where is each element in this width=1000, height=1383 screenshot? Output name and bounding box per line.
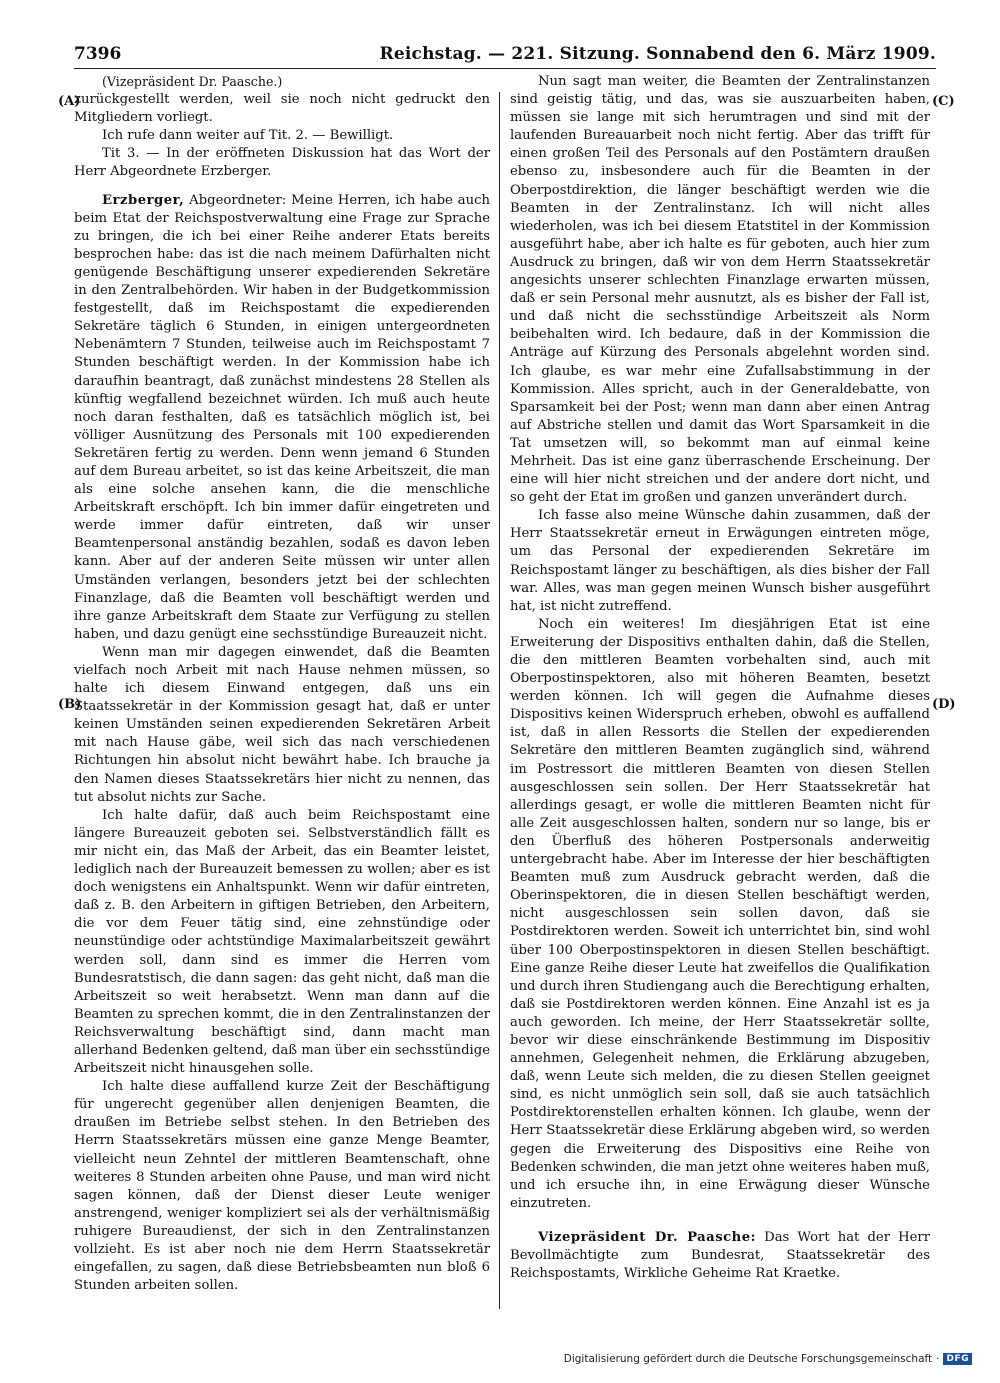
- speaker-name: Erzberger,: [102, 192, 185, 208]
- margin-mark-b: (B): [58, 697, 82, 712]
- vizepraesident-paragraph: [510, 1229, 930, 1283]
- footer-credit: [564, 1353, 972, 1365]
- paragraph: Ich fasse also meine Wünsche dahin zusammen, daß der Herr Staatssekretär erneut in Erwägungen eintreten möge, um das Personal der expedierenden Sekretäre im Reichspostamt länger zu beschäftigen, als dies bisher der Fall war. Alles, was man gegen meinen Wunsch bisher ausgeführt hat, ist nicht zutreffend.: [510, 508, 930, 614]
- speech-text: Das Wort hat der Herr Bevollmächtigte zum Bundesrat, Staatssekretär des Reichspostamts, Wirkliche Geheime Rat Kraetke.: [510, 1229, 931, 1282]
- running-title: Reichstag. — 221. Sitzung. Sonnabend den 6. März 1909.: [379, 44, 936, 64]
- paragraph: Ich halte dafür, daß auch beim Reichspostamt eine längere Bureauzeit geboten sei. Selbstverständlich fällt es mir nicht ein, das Maß der Arbeit, das ein Beamter leistet, lediglich nach der Bureauzeit bemessen zu wollen; aber es ist doch wenigstens ein Anhaltspunkt. Wenn wir dafür eintreten, daß z. B. den Arbeitern in giftigen Betrieben, den Arbeitern, die vor dem Feuer tätig sind, eine zehnstündige oder neunstündige oder achtstündige Maximalarbeitszeit gewährt werden soll, dann sind es immer die Herren vom Bundesratstisch, die dann sagen: das geht nicht, daß man die Arbeitszeit so weit herabsetzt. Wenn man dann auf die Beamten zu sprechen kommt, die in den Zentralinstanzen der Reichsverwaltung beschäftigt sind, dann macht man allerhand Bedenken geltend, daß man über ein sechsstündige Arbeitszeit nicht hinausgehen solle.: [74, 807, 490, 1077]
- margin-mark-a: (A): [58, 94, 81, 109]
- page-number: 7396: [74, 44, 122, 64]
- page-header: [74, 44, 936, 68]
- separator-dot: ·: [936, 1353, 940, 1365]
- paragraph: zurückgestellt werden, weil sie noch nicht gedruckt den Mitgliedern vorliegt.: [74, 92, 490, 126]
- dfg-logo: DFG: [943, 1353, 972, 1365]
- credit-text: Digitalisierung gefördert durch die Deutsche Forschungsgemeinschaft: [563, 1353, 933, 1365]
- margin-mark-c: (C): [932, 94, 955, 109]
- margin-mark-d: (D): [932, 697, 956, 712]
- paragraph: Nun sagt man weiter, die Beamten der Zentralinstanzen sind geistig tätig, und das, was sie auszuarbeiten haben, müssen sie lange mit sich herumtragen und sind mit der laufenden Bureauarbeit noch nicht fertig. Aber das trifft für einen großen Teil des Personals auf den Postämtern draußen ebenso zu, insbesondere auch für die Beamten in der Oberpostdirektion, die länger beschäftigt werden wie die Beamten in der Zentralinstanz. Ich will nicht alles wiederholen, was ich bei diesem Etatstitel in der Kommission ausgeführt habe, aber ich halte es für geboten, auch hier zum Ausdruck zu bringen, daß wir von dem Herrn Staatssekretär angesichts unserer schlechten Finanzlage erwarten müssen, daß er sein Personal mehr ausnutzt, als es bisher der Fall ist, und daß nicht die sechsstündige Arbeitszeit als Norm beibehalten wird. Ich bedaure, daß in der Kommission die Anträge auf Kürzung des Personals abgelehnt worden sind. Ich glaube, es war mehr eine Zufallsabstimmung in der Kommission. Alles spricht, auch in der Generaldebatte, von Sparsamkeit bei der Post; wenn man dann aber einen Antrag auf Abstriche stellen und damit das Wort Sparsamkeit in die Tat umsetzen will, so bekommt man auf einmal keine Mehrheit. Das ist eine ganz überraschende Erscheinung. Der eine will hier nicht streichen und der andere dort nicht, und so geht der Etat im großen und ganzen unverändert durch.: [510, 74, 930, 506]
- right-column: [510, 73, 930, 1283]
- left-column: [74, 73, 490, 1295]
- paragraph: Tit 3. — In der eröffneten Diskussion hat das Wort der Herr Abgeordnete Erzberger.: [74, 146, 490, 180]
- paragraph: Ich halte diese auffallend kurze Zeit der Beschäftigung für ungerecht gegenüber allen denjenigen Beamten, die draußen im Betriebe selbst stehen. In den Betrieben des Herrn Staatssekretärs müssen eine ganze Menge Beamter, vielleicht neun Zehntel der mittleren Beamtenschaft, ohne weiteres 8 Stunden arbeiten ohne Pause, und man wird nicht sagen können, daß der Dienst dieser Leute weniger anstrengend, weniger kompliziert sei als der verhältnismäßig ruhigere Bureaudienst, der sich in den Zentralinstanzen vollzieht. Es ist aber noch nie dem Herrn Staatssekretär eingefallen, zu sagen, daß diese Betriebsbeamten nun bloß 6 Stunden arbeiten sollen.: [74, 1079, 490, 1294]
- paragraph: Noch ein weiteres! Im diesjährigen Etat ist eine Erweiterung der Dispositivs enthalten dahin, daß die Stellen, die den mittleren Beamten vorbehalten sind, auch mit Oberpostinspektoren, also mit höheren Beamten, besetzt werden können. Ich will gegen die Aufnahme dieses Dispositivs keinen Widerspruch erheben, obwohl es auffallend ist, daß in allen Ressorts die Stellen der expedierenden Sekretäre den mittleren Beamten zugänglich sind, während im Postressort die mittleren Beamten von diesen Stellen ausgeschlossen sein sollen. Der Herr Staatssekretär hat allerdings gesagt, er wolle die mittleren Beamten nicht für alle Zeit ausgeschlossen halten, sondern nur so lange, bis er den Überfluß des höheren Postpersonals anderweitig untergebracht habe. Aber im Interesse der hier beschäftigten Beamten muß zum Ausdruck gebracht werden, daß die Oberinspektoren, die in diesen Stellen beschäftigt werden, nicht ausgeschlossen sein sollen davon, daß sie Postdirektoren werden. Soweit ich unterrichtet bin, sind wohl über 100 Oberpostinspektoren in diesen Stellen beschäftigt. Eine ganze Reihe dieser Leute hat zweifellos die Qualifikation und durch ihren Studiengang auch die Berechtigung erhalten, daß sie Postdirektoren werden können. Eine Anzahl ist es ja auch geworden. Ich meine, der Herr Staatssekretär sollte, bevor wir diese einschränkende Bestimmung im Dispositiv annehmen, Gelegenheit nehmen, die Erklärung abzugeben, daß, wenn Leute sich melden, die zu diesen Stellen geeignet sind, es nicht unmöglich sein soll, daß sie auch tatsächlich Postdirektorenstellen erhalten können. Ich glaube, wenn der Herr Staatssekretär diese Erklärung abgeben wird, so werden gegen die Erweiterung des Dispositivs eine Reihe von Bedenken schwinden, die man jetzt ohne weiteres haben muß, und ich ersuche ihn, in eine Erwägung dieser Wünsche einzutreten.: [510, 616, 930, 1211]
- speech-paragraph: [74, 192, 490, 644]
- speaker-name: Vizepräsident Dr. Paasche:: [538, 1229, 757, 1245]
- column-divider: [499, 92, 500, 1309]
- speech-text: Abgeordneter: Meine Herren, ich habe auch beim Etat der Reichspostverwaltung eine Frage zur Sprache zu bringen, die ich bei einer Reihe anderer Etats bereits besprochen habe: das ist die nach meinem Dafürhalten nicht genügende Beschäftigung unserer expedierenden Sekretäre in den Zentralbehörden. Wir haben in der Budgetkommission festgestellt, daß im Reichspostamt die expedierenden Sekretäre täglich 6 Stunden, in einigen untergeordneten Nebenämtern 7 Stunden, teilweise auch im Reichspostamt 7 Stunden beschäftigt werden. In der Kommission habe ich daraufhin beantragt, daß zunächst mindestens 28 Stellen als künftig wegfallend bezeichnet würden. Ich muß auch heute noch daran festhalten, daß es tatsächlich möglich ist, bei völliger Ausnützung des Personals mit 100 expedierenden Sekretären fertig zu werden. Denn wenn jemand 6 Stunden auf dem Bureau arbeitet, so ist das keine Arbeitszeit, die man als eine solche ansehen kann, die die menschliche Arbeitskraft erschöpft. Ich bin immer dafür eingetreten und werde immer dafür eintreten, daß wir unser Beamtenpersonal anständig bezahlen, sodaß es davon leben kann. Aber auf der anderen Seite müssen wir unter allen Umständen verlangen, besonders jetzt bei der schlechten Finanzlage, daß die Beamten voll beschäftigt werden und ihre ganze Arbeitskraft dem Staate zur Verfügung zu stellen haben, und dazu genügt eine sechsstündige Bureauzeit nicht.: [74, 192, 490, 642]
- paragraph: Wenn man mir dagegen einwendet, daß die Beamten vielfach noch Arbeit mit nach Hause nehmen müssen, so halte ich diesem Einwand entgegen, daß uns ein Staatssekretär in der Kommission gesagt hat, daß er unter keinen Umständen seinen expedierenden Sekretären Arbeit mit nach Hause gäbe, weil sich das nach verschiedenen Richtungen hin absolut nicht bewährt habe. Ich brauche ja den Namen dieses Staatssekretärs hier nicht zu nennen, das tut absolut nichts zur Sache.: [74, 644, 490, 805]
- speaker-note: (Vizepräsident Dr. Paasche.): [102, 74, 283, 89]
- paragraph: Ich rufe dann weiter auf Tit. 2. — Bewilligt.: [102, 128, 394, 144]
- header-rule: [74, 68, 936, 69]
